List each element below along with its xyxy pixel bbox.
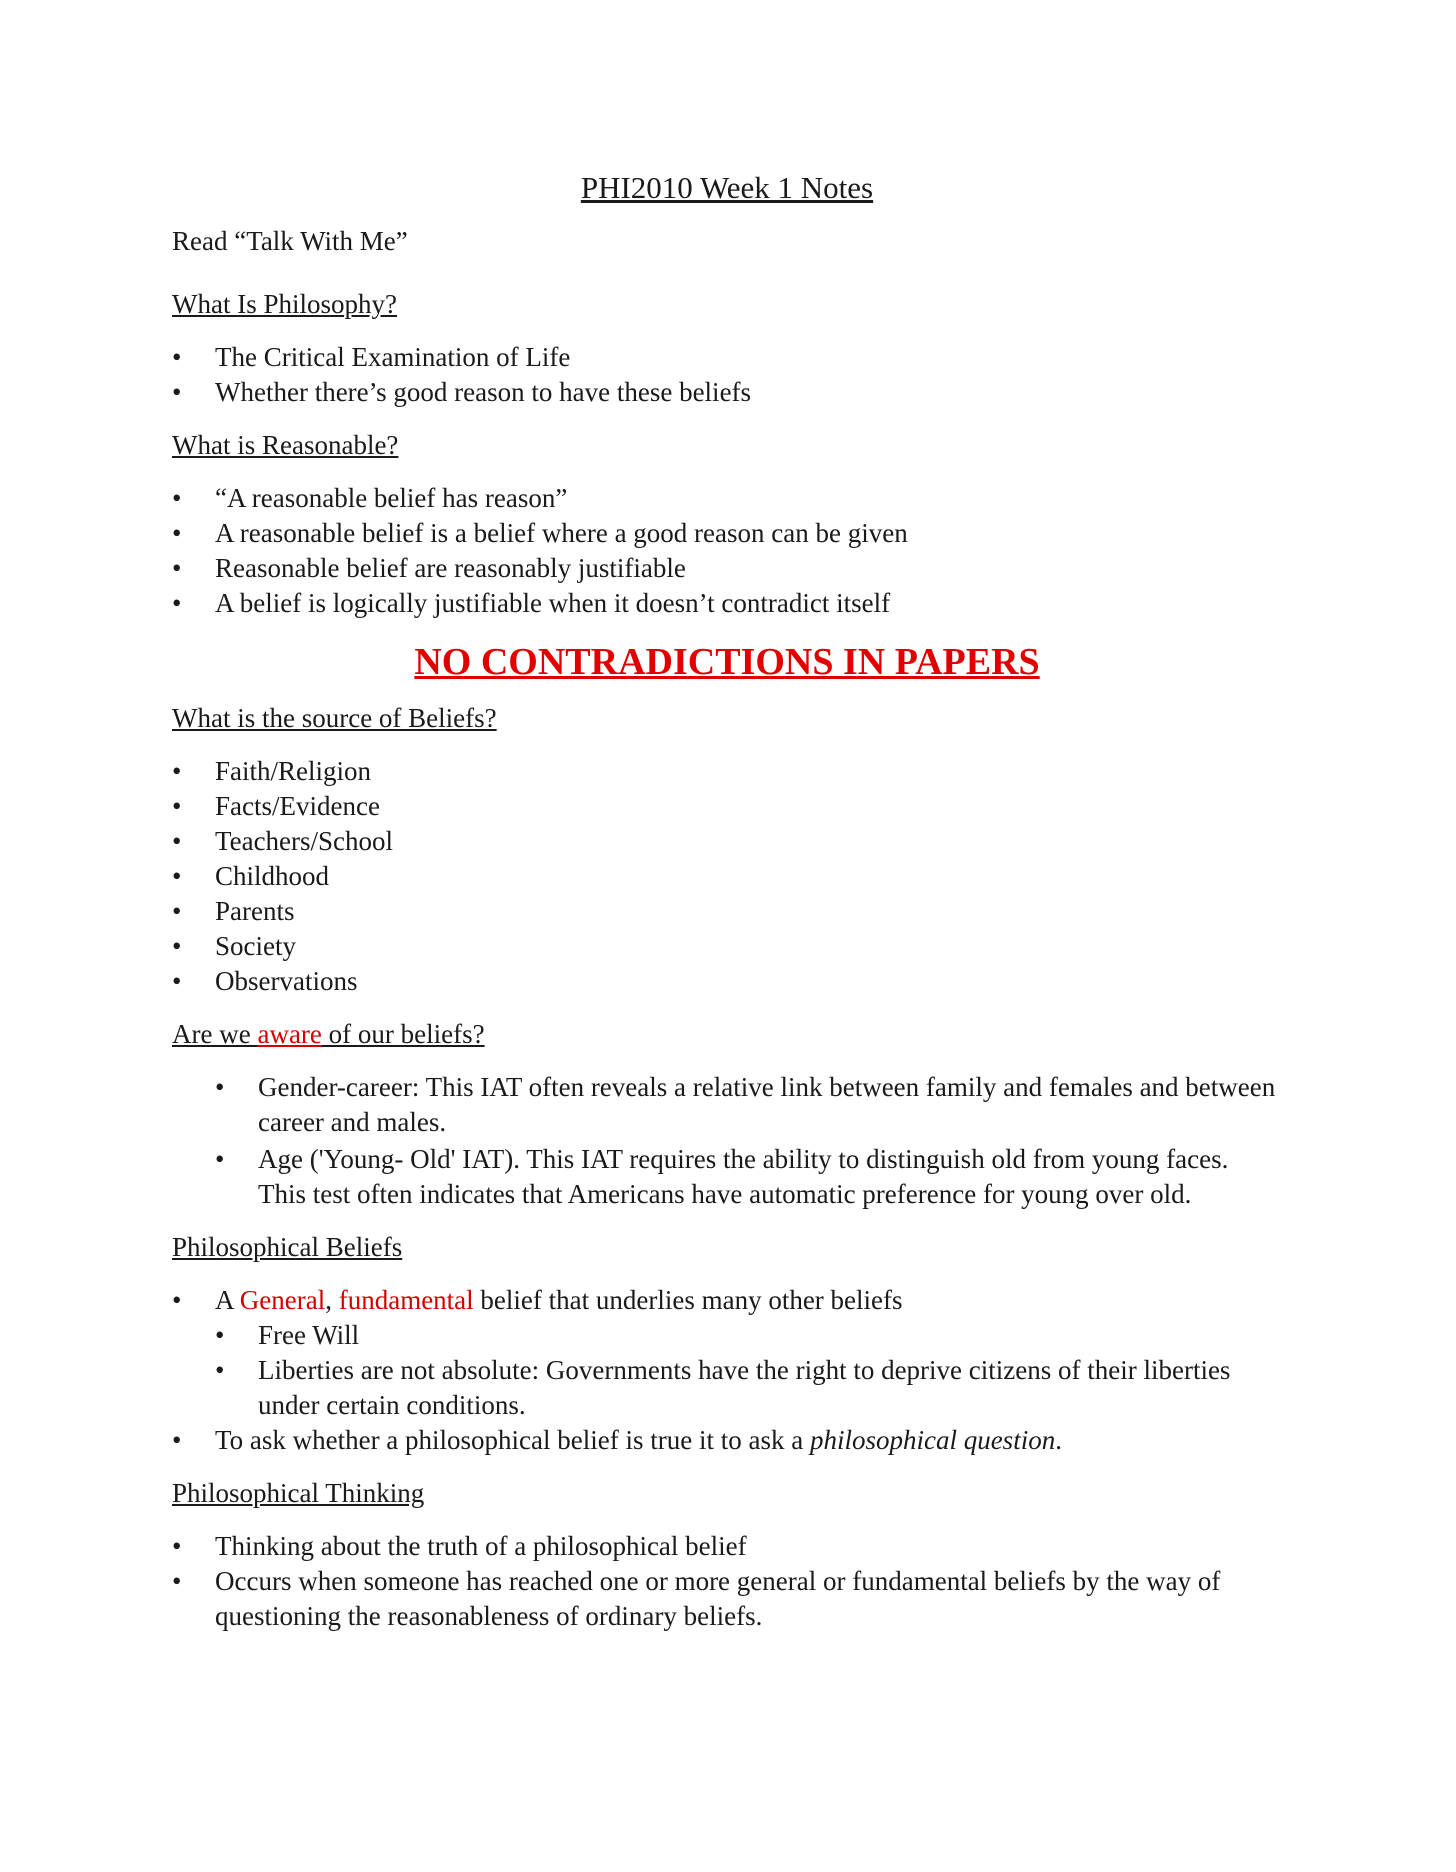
- heading-are-we-aware: [172, 1017, 1282, 1052]
- text-pre: To ask whether a philosophical belief is true it to ask a: [215, 1425, 810, 1455]
- list-philosophical-beliefs: [172, 1283, 1282, 1458]
- sub-list-item: • Liberties are not absolute: Governments have the right to deprive citizens of their liberties under certain conditions.: [172, 1353, 1282, 1423]
- page-title: PHI2010 Week 1 Notes: [580, 170, 874, 205]
- heading-source-of-beliefs: What is the source of Beliefs?: [172, 703, 497, 733]
- heading-philosophical-thinking: Philosophical Thinking: [172, 1478, 425, 1508]
- list-item: [172, 1283, 1282, 1423]
- list-item: • A belief is logically justifiable when it doesn’t contradict itself: [172, 586, 1282, 621]
- list-item: • The Critical Examination of Life: [172, 340, 1282, 375]
- list-item: • Faith/Religion: [172, 754, 1282, 789]
- list-item: • Occurs when someone has reached one or more general or fundamental beliefs by the way of questioning the reasonableness of ordinary beliefs.: [172, 1564, 1282, 1634]
- list-item: [172, 1423, 1282, 1458]
- warning-banner: NO CONTRADICTIONS IN PAPERS: [414, 641, 1040, 683]
- list-sources: [172, 754, 1282, 999]
- highlight-fundamental: fundamental: [338, 1285, 474, 1315]
- heading-text-pre: Are we: [172, 1019, 258, 1049]
- list-item: • Parents: [172, 894, 1282, 929]
- highlight-general: General: [239, 1285, 326, 1315]
- sub-list-item: • Free Will: [172, 1318, 1282, 1353]
- list-item: • Teachers/School: [172, 824, 1282, 859]
- list-reasonable: [172, 481, 1282, 621]
- heading-philosophical-beliefs: Philosophical Beliefs: [172, 1232, 403, 1262]
- list-item: • Gender-career: This IAT often reveals a relative link between family and females and between career and males.: [172, 1070, 1282, 1140]
- list-item: • Observations: [172, 964, 1282, 999]
- text-post: .: [1055, 1425, 1062, 1455]
- list-item: • Childhood: [172, 859, 1282, 894]
- reading-assignment: Read “Talk With Me”: [172, 226, 408, 256]
- list-item: • A reasonable belief is a belief where a good reason can be given: [172, 516, 1282, 551]
- list-item: • Thinking about the truth of a philosophical belief: [172, 1529, 1282, 1564]
- list-item: • Age ('Young- Old' IAT). This IAT requires the ability to distinguish old from young faces. This test often indicates that Americans have automatic preference for young over old.: [172, 1142, 1282, 1212]
- list-philosophy: [172, 340, 1282, 410]
- list-aware: [172, 1070, 1282, 1212]
- list-item: • Facts/Evidence: [172, 789, 1282, 824]
- list-item: • “A reasonable belief has reason”: [172, 481, 1282, 516]
- heading-highlight-aware: aware: [257, 1019, 322, 1049]
- text-pre: A: [215, 1285, 240, 1315]
- italic-philosophical-question: philosophical question: [809, 1425, 1056, 1455]
- text-post: belief that underlies many other beliefs: [473, 1285, 903, 1315]
- heading-what-is-philosophy: What Is Philosophy?: [172, 289, 397, 319]
- text-comma: ,: [325, 1285, 339, 1315]
- list-philosophical-thinking: [172, 1529, 1282, 1634]
- heading-what-is-reasonable: What is Reasonable?: [172, 430, 399, 460]
- list-item: • Society: [172, 929, 1282, 964]
- document-page: [172, 168, 1282, 1652]
- list-item: • Reasonable belief are reasonably justifiable: [172, 551, 1282, 586]
- list-item: • Whether there’s good reason to have these beliefs: [172, 375, 1282, 410]
- heading-text-post: of our beliefs?: [321, 1019, 485, 1049]
- sub-list: [172, 1318, 1282, 1423]
